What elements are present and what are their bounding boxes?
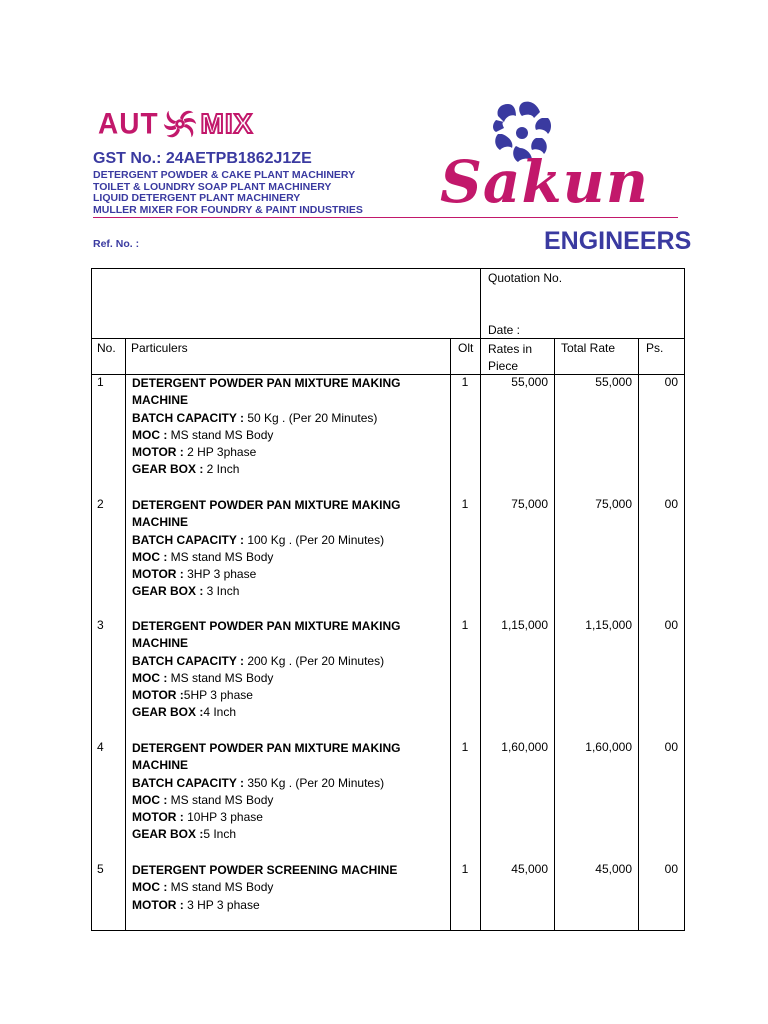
automix-logo-left: AUT — [98, 107, 159, 140]
row-particulars — [132, 497, 452, 601]
item-spec-value: 3 HP 3 phase — [183, 897, 260, 912]
item-spec-line — [132, 792, 452, 809]
item-spec-value: MS stand MS Body — [167, 880, 274, 895]
row-qty: 1 — [461, 497, 469, 511]
item-spec-value: 4 Inch — [203, 705, 237, 720]
item-spec-line — [132, 653, 452, 670]
item-spec-value: 2 HP 3phase — [183, 445, 257, 460]
row-ps: 00 — [664, 740, 678, 754]
item-spec-label: GEAR BOX : — [132, 584, 204, 599]
item-spec-line — [132, 879, 452, 896]
row-number: 1 — [97, 375, 104, 389]
row-rate: 1,60,000 — [501, 740, 548, 754]
header-row-divider — [92, 338, 684, 339]
date-label: Date : — [488, 323, 521, 337]
item-title-line: MACHINE — [132, 393, 188, 408]
item-spec-value: 3 Inch — [203, 584, 240, 599]
item-spec-label: MOC : — [132, 880, 168, 895]
product-line: DETERGENT POWDER & CAKE PLANT MACHINERY — [93, 169, 356, 181]
item-spec-line — [132, 704, 452, 721]
header-particulars: Particulers — [131, 341, 188, 355]
row-number: 3 — [97, 618, 104, 632]
company-name: Sakun — [440, 148, 649, 216]
item-spec-label: BATCH CAPACITY : — [132, 653, 244, 668]
company-subtitle: ENGINEERS — [544, 227, 692, 255]
item-spec-line — [132, 532, 452, 549]
row-qty: 1 — [461, 618, 469, 632]
item-spec-line — [132, 670, 452, 687]
row-rate: 45,000 — [511, 862, 548, 876]
item-spec-line — [132, 826, 452, 843]
item-spec-label: MOC : — [132, 792, 168, 807]
row-total: 1,15,000 — [585, 618, 632, 632]
product-line: LIQUID DETERGENT PLANT MACHINERY — [93, 192, 301, 204]
item-spec-line — [132, 549, 452, 566]
automix-logo-right: MIX — [200, 108, 254, 139]
row-total: 55,000 — [595, 375, 632, 389]
row-qty: 1 — [461, 740, 469, 754]
product-line: TOILET & LOUNDRY SOAP PLANT MACHINERY — [93, 180, 332, 193]
item-spec-label: MOTOR : — [132, 688, 184, 703]
row-qty: 1 — [461, 375, 469, 389]
item-spec-label: MOC : — [132, 549, 168, 564]
row-ps: 00 — [664, 375, 678, 389]
item-spec-value: 5HP 3 phase — [183, 688, 253, 703]
header-qty: Olt — [458, 341, 474, 355]
item-title-line: MACHINE — [132, 515, 188, 530]
item-spec-label: BATCH CAPACITY : — [132, 410, 244, 425]
item-spec-line — [132, 583, 452, 600]
item-title-line: DETERGENT POWDER SCREENING MACHINE — [132, 863, 398, 877]
quotation-number-label: Quotation No. — [488, 271, 563, 285]
header-rates-line: Rates in — [488, 342, 533, 356]
item-spec-value: 2 Inch — [203, 462, 240, 477]
row-qty: 1 — [461, 862, 469, 876]
product-lines — [93, 170, 363, 216]
header-ps: Ps. — [646, 341, 664, 355]
item-spec-value: 350 Kg . (Per 20 Minutes) — [244, 775, 385, 790]
ref-number-label: Ref. No. : — [93, 238, 140, 250]
item-spec-value: 200 Kg . (Per 20 Minutes) — [244, 653, 385, 668]
item-title-line: MACHINE — [132, 758, 188, 773]
item-spec-value: MS stand MS Body — [167, 549, 274, 564]
header-divider — [93, 217, 678, 218]
product-line: MULLER MIXER FOR FOUNDRY & PAINT INDUSTRIES — [93, 203, 363, 216]
column-divider — [554, 338, 555, 930]
item-spec-label: GEAR BOX : — [132, 705, 204, 720]
item-spec-label: GEAR BOX : — [132, 462, 204, 477]
item-spec-line — [132, 775, 452, 792]
row-rate: 1,15,000 — [501, 618, 548, 632]
item-spec-label: MOTOR : — [132, 897, 184, 912]
item-spec-label: GEAR BOX : — [132, 827, 204, 842]
item-spec-value: 100 Kg . (Per 20 Minutes) — [244, 532, 385, 547]
automix-logo — [98, 104, 253, 144]
row-total: 75,000 — [595, 497, 632, 511]
item-spec-label: MOC : — [132, 670, 168, 685]
item-spec-label: BATCH CAPACITY : — [132, 532, 244, 547]
item-spec-line — [132, 566, 452, 583]
item-spec-value: 3HP 3 phase — [183, 567, 257, 582]
item-spec-value: MS stand MS Body — [167, 670, 274, 685]
item-spec-line — [132, 809, 452, 826]
header-rates — [488, 341, 532, 376]
row-number: 2 — [97, 497, 104, 511]
gst-number: GST No.: 24AETPB1862J1ZE — [93, 150, 312, 167]
item-spec-label: BATCH CAPACITY : — [132, 775, 244, 790]
header-no: No. — [97, 341, 116, 355]
row-rate: 75,000 — [511, 497, 548, 511]
row-ps: 00 — [664, 618, 678, 632]
fan-icon — [161, 105, 199, 143]
item-spec-line — [132, 444, 452, 461]
row-particulars — [132, 740, 452, 844]
item-spec-line — [132, 897, 452, 914]
row-ps: 00 — [664, 497, 678, 511]
item-spec-line — [132, 461, 452, 478]
quotation-table — [91, 268, 685, 931]
item-spec-line — [132, 410, 452, 427]
item-title-line: DETERGENT POWDER PAN MIXTURE MAKING — [132, 376, 401, 390]
header-total: Total Rate — [561, 341, 616, 355]
item-title-line: DETERGENT POWDER PAN MIXTURE MAKING — [132, 619, 401, 633]
row-total: 1,60,000 — [585, 740, 632, 754]
item-title-line: MACHINE — [132, 636, 188, 651]
item-title-line: DETERGENT POWDER PAN MIXTURE MAKING — [132, 498, 401, 512]
column-divider — [125, 338, 126, 930]
item-spec-value: 10HP 3 phase — [183, 810, 263, 825]
item-spec-label: MOTOR : — [132, 810, 184, 825]
item-spec-value: 50 Kg . (Per 20 Minutes) — [244, 410, 378, 425]
column-divider — [480, 269, 481, 930]
item-spec-line — [132, 687, 452, 704]
row-number: 4 — [97, 740, 104, 754]
row-total: 45,000 — [595, 862, 632, 876]
item-spec-value: MS stand MS Body — [167, 427, 274, 442]
row-rate: 55,000 — [511, 375, 548, 389]
item-spec-value: 5 Inch — [203, 827, 237, 842]
row-particulars — [132, 618, 452, 722]
item-spec-value: MS stand MS Body — [167, 792, 274, 807]
item-spec-label: MOC : — [132, 427, 168, 442]
column-divider — [638, 338, 639, 930]
item-title-line: DETERGENT POWDER PAN MIXTURE MAKING — [132, 741, 401, 755]
item-spec-line — [132, 427, 452, 444]
row-particulars — [132, 862, 452, 914]
row-ps: 00 — [664, 862, 678, 876]
item-spec-label: MOTOR : — [132, 445, 184, 460]
row-number: 5 — [97, 862, 104, 876]
header-rates-line: Piece — [488, 359, 519, 374]
row-particulars — [132, 375, 452, 479]
item-spec-label: MOTOR : — [132, 567, 184, 582]
